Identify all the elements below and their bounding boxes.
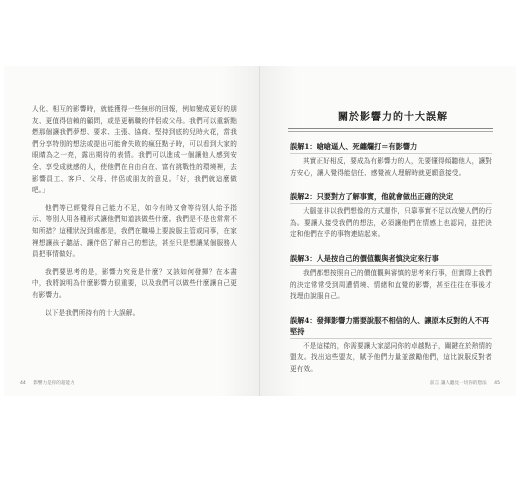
- myth-heading: 誤解4：發揮影響力需要說服不相信的人、讓原本反對的人不再堅持: [290, 315, 492, 339]
- myth-heading: 誤解1：嗆嗆逼人、死纏爛打＝有影響力: [290, 141, 492, 154]
- myth-list: [290, 141, 492, 388]
- title-rule-under: [288, 131, 493, 132]
- myth-item: [290, 191, 492, 241]
- left-body-text: [32, 104, 237, 325]
- myth-text: 不是這樣的，你需要讓大家認同你的卓越點子，關鍵在於熱情的盟友。找出這些盟友，賦予他們力量並激勵他們，這比說服反對者更有效。: [290, 341, 492, 373]
- running-chapter-name: 讓人聽見一切你的想法: [440, 381, 487, 386]
- left-paragraph: 以下是我們所持有的十大誤解。: [45, 308, 140, 317]
- myth-text: 我們都想按照自己的價值觀與審慎的思考來行事，但實際上我們的決定常常受到周遭情境、情緒和直覺的影響，甚至往往在事後才找理由說服自己。: [290, 268, 492, 301]
- title-rule: [288, 128, 493, 129]
- left-paragraph: 他們等已經覺得自己能力不足，如今有時又會等待別人給予指示、等別人用各種形式讓他們知道該做些什麼。我們是不是也常常不知所措？這種狀況到處都是，我們在職場上要說服主管或同事，在家裡想讓孩子聽話、讓伴侶了解自己的想法，甚至只是想讓某個服務人員把事情做好。: [32, 203, 237, 259]
- myth-heading: 誤解3：人是按自己的價值觀與者慎決定來行事: [290, 253, 492, 266]
- myth-text: 其實正好相反，要成為有影響力的人，先要懂得傾聽他人，讓對方安心，讓人覺得能信任、感覺被人理解時就更願意接受。: [290, 157, 492, 177]
- left-page: [4, 66, 260, 396]
- chapter-title: 關於影響力的十大誤解: [338, 112, 448, 123]
- right-page: [260, 66, 516, 396]
- right-page-number: 45: [494, 381, 500, 386]
- left-page-number: 44: [20, 381, 26, 386]
- left-paragraph: 我們要思考的是，影響力究竟是什麼？又該如何發揮？在本書中，我將說明為什麼影響力很重要，以及我們可以做些什麼讓自己更有影響力。: [32, 267, 237, 299]
- myth-item: [290, 315, 492, 376]
- book-spread: [4, 66, 516, 396]
- myth-item: [290, 253, 492, 303]
- running-chapter-label: 前言: [430, 381, 440, 386]
- myth-item: [290, 141, 492, 179]
- myth-heading: 誤解2：只要對方了解事實，他就會做出正確的決定: [290, 191, 492, 204]
- myth-text: 大腦並非以我們想像的方式運作，只靠事實不足以改變人們的行為。要讓人接受我們的想法，必須讓他們在情感上也認同，並把決定和他們在乎的事物連結起來。: [290, 207, 492, 239]
- running-book-title: 影響力是你的超能力: [33, 381, 75, 386]
- left-paragraph: 人化、相互的影響時，就能獲得一些無形的回報，例如變成更好的朋友、更值得信賴的顧問，或是更稱職的伴侶或父母。我們可以重新點燃那個讓我們夢想、要求、主張、協商、堅持到底的兒時火花，當我們分享特別的想法或提出可能會失敗的瘋狂點子時，可以看到大家的眼睛為之一亮，露出期待的表情。我們可以進成一個讓他人感到安全、享受成就感的人，使他們在自由自在、富有挑戰性的環境裡，去影響員工、客戶、父母、伴侶或朋友的意見。「好，我們就這麼做吧。」: [32, 105, 237, 195]
- right-footer: [430, 380, 506, 386]
- left-footer: [14, 380, 75, 386]
